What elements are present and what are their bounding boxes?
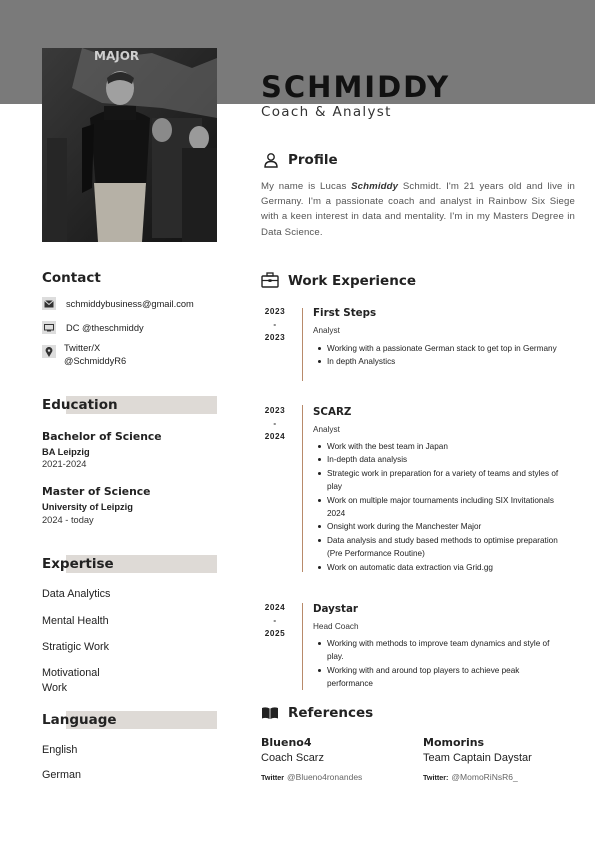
job-bullet: In depth Analystics bbox=[313, 355, 563, 368]
job-title: First Steps bbox=[313, 307, 377, 319]
reference-name: Blueno4 bbox=[261, 736, 312, 749]
job-start-year: 2024 bbox=[264, 603, 286, 612]
twitter-label: Twitter/X bbox=[64, 343, 101, 353]
profile-photo bbox=[42, 48, 217, 242]
education-degree-1: Bachelor of Science bbox=[42, 430, 162, 443]
candidate-name: SCHMIDDY bbox=[261, 70, 451, 104]
reference-twitter[interactable]: Twitter @Blueno4ronandes bbox=[261, 772, 363, 782]
job-years: 2023 - 2023 bbox=[260, 305, 290, 344]
nickname: Schmiddy bbox=[351, 181, 399, 192]
reference-name: Momorins bbox=[423, 736, 485, 749]
user-icon bbox=[262, 152, 280, 168]
language-item: English bbox=[42, 744, 78, 756]
expertise-item: Work bbox=[42, 682, 67, 694]
contact-heading: Contact bbox=[42, 270, 101, 286]
location-pin-icon bbox=[42, 345, 56, 358]
svg-text:MAJOR: MAJOR bbox=[94, 49, 140, 63]
email-text: schmiddybusiness@gmail.com bbox=[66, 298, 194, 309]
education-date-2: 2024 - today bbox=[42, 515, 94, 525]
job-start-year: 2023 bbox=[264, 307, 286, 316]
reference-twitter[interactable]: Twitter: @MomoRiNsR6_ bbox=[423, 772, 518, 782]
job-bullet: Data analysis and study based methods to optimise preparation (Pre Performance Routine) bbox=[313, 534, 563, 561]
work-experience-heading: Work Experience bbox=[288, 273, 416, 289]
reference-role: Team Captain Daystar bbox=[423, 752, 532, 764]
job-bullets bbox=[313, 440, 563, 574]
open-book-icon bbox=[261, 705, 279, 721]
expertise-heading: Expertise bbox=[42, 556, 114, 572]
job-bullet: Working with a passionate German stack to get top in Germany bbox=[313, 342, 563, 355]
education-school-1: BA Leipzig bbox=[42, 447, 90, 457]
job-years: 2023 - 2024 bbox=[260, 404, 290, 443]
job-end-year: 2025 bbox=[264, 629, 286, 638]
expertise-item: Data Analytics bbox=[42, 588, 111, 600]
contact-email[interactable] bbox=[42, 297, 194, 310]
job-title: Daystar bbox=[313, 603, 358, 615]
candidate-role: Coach & Analyst bbox=[261, 104, 392, 120]
job-end-year: 2024 bbox=[264, 432, 286, 441]
expertise-item: Mental Health bbox=[42, 615, 109, 627]
contact-twitter[interactable] bbox=[42, 342, 126, 368]
job-bullets bbox=[313, 342, 563, 369]
timeline-line bbox=[302, 603, 303, 690]
language-item: German bbox=[42, 769, 82, 781]
references-heading: References bbox=[288, 705, 374, 721]
job-role: Analyst bbox=[313, 425, 340, 434]
twitter-handle: @SchmiddyR6 bbox=[64, 356, 127, 366]
job-bullet: Working with methods to improve team dynamics and style of play. bbox=[313, 637, 563, 664]
job-bullet: Work on automatic data extraction via Grid.gg bbox=[313, 561, 563, 574]
job-bullet: Strategic work in preparation for a variety of teams and styles of play bbox=[313, 467, 563, 494]
reference-role: Coach Scarz bbox=[261, 752, 324, 764]
job-title: SCARZ bbox=[313, 406, 352, 418]
job-end-year: 2023 bbox=[264, 333, 286, 342]
job-role: Analyst bbox=[313, 326, 340, 335]
education-heading: Education bbox=[42, 397, 118, 413]
job-bullet: Working with and around top players to achieve peak performance bbox=[313, 664, 563, 691]
expertise-item: Motivational bbox=[42, 667, 100, 679]
contact-discord[interactable] bbox=[42, 321, 144, 334]
briefcase-icon bbox=[261, 272, 279, 288]
job-bullet: Work with the best team in Japan bbox=[313, 440, 563, 453]
timeline-line bbox=[302, 405, 303, 572]
envelope-icon bbox=[42, 297, 56, 310]
job-years: 2024 - 2025 bbox=[260, 601, 290, 640]
job-bullet: Onsight work during the Manchester Major bbox=[313, 520, 563, 533]
job-start-year: 2023 bbox=[264, 406, 286, 415]
education-school-2: University of Leipzig bbox=[42, 502, 133, 512]
job-role: Head Coach bbox=[313, 622, 359, 631]
monitor-icon bbox=[42, 321, 56, 334]
profile-heading: Profile bbox=[288, 152, 338, 168]
timeline-line bbox=[302, 308, 303, 381]
profile-text: My name is Lucas Schmiddy Schmidt. I'm 21 years old and live in Germany. I'm a passionate coach and analyst in Rainbow Six Siege with a keen interest in data and mentality. I'm in my Masters Degree in Data Science. bbox=[261, 181, 575, 238]
discord-text: DC @theschmiddy bbox=[66, 322, 144, 333]
education-degree-2: Master of Science bbox=[42, 485, 151, 498]
expertise-item: Stratigic Work bbox=[42, 641, 109, 653]
education-date-1: 2021-2024 bbox=[42, 459, 87, 469]
job-bullet: In-depth data analysis bbox=[313, 453, 563, 466]
job-bullet: Work on multiple major tournaments including SIX Invitationals 2024 bbox=[313, 494, 563, 521]
job-bullets bbox=[313, 637, 563, 691]
language-heading: Language bbox=[42, 712, 117, 728]
